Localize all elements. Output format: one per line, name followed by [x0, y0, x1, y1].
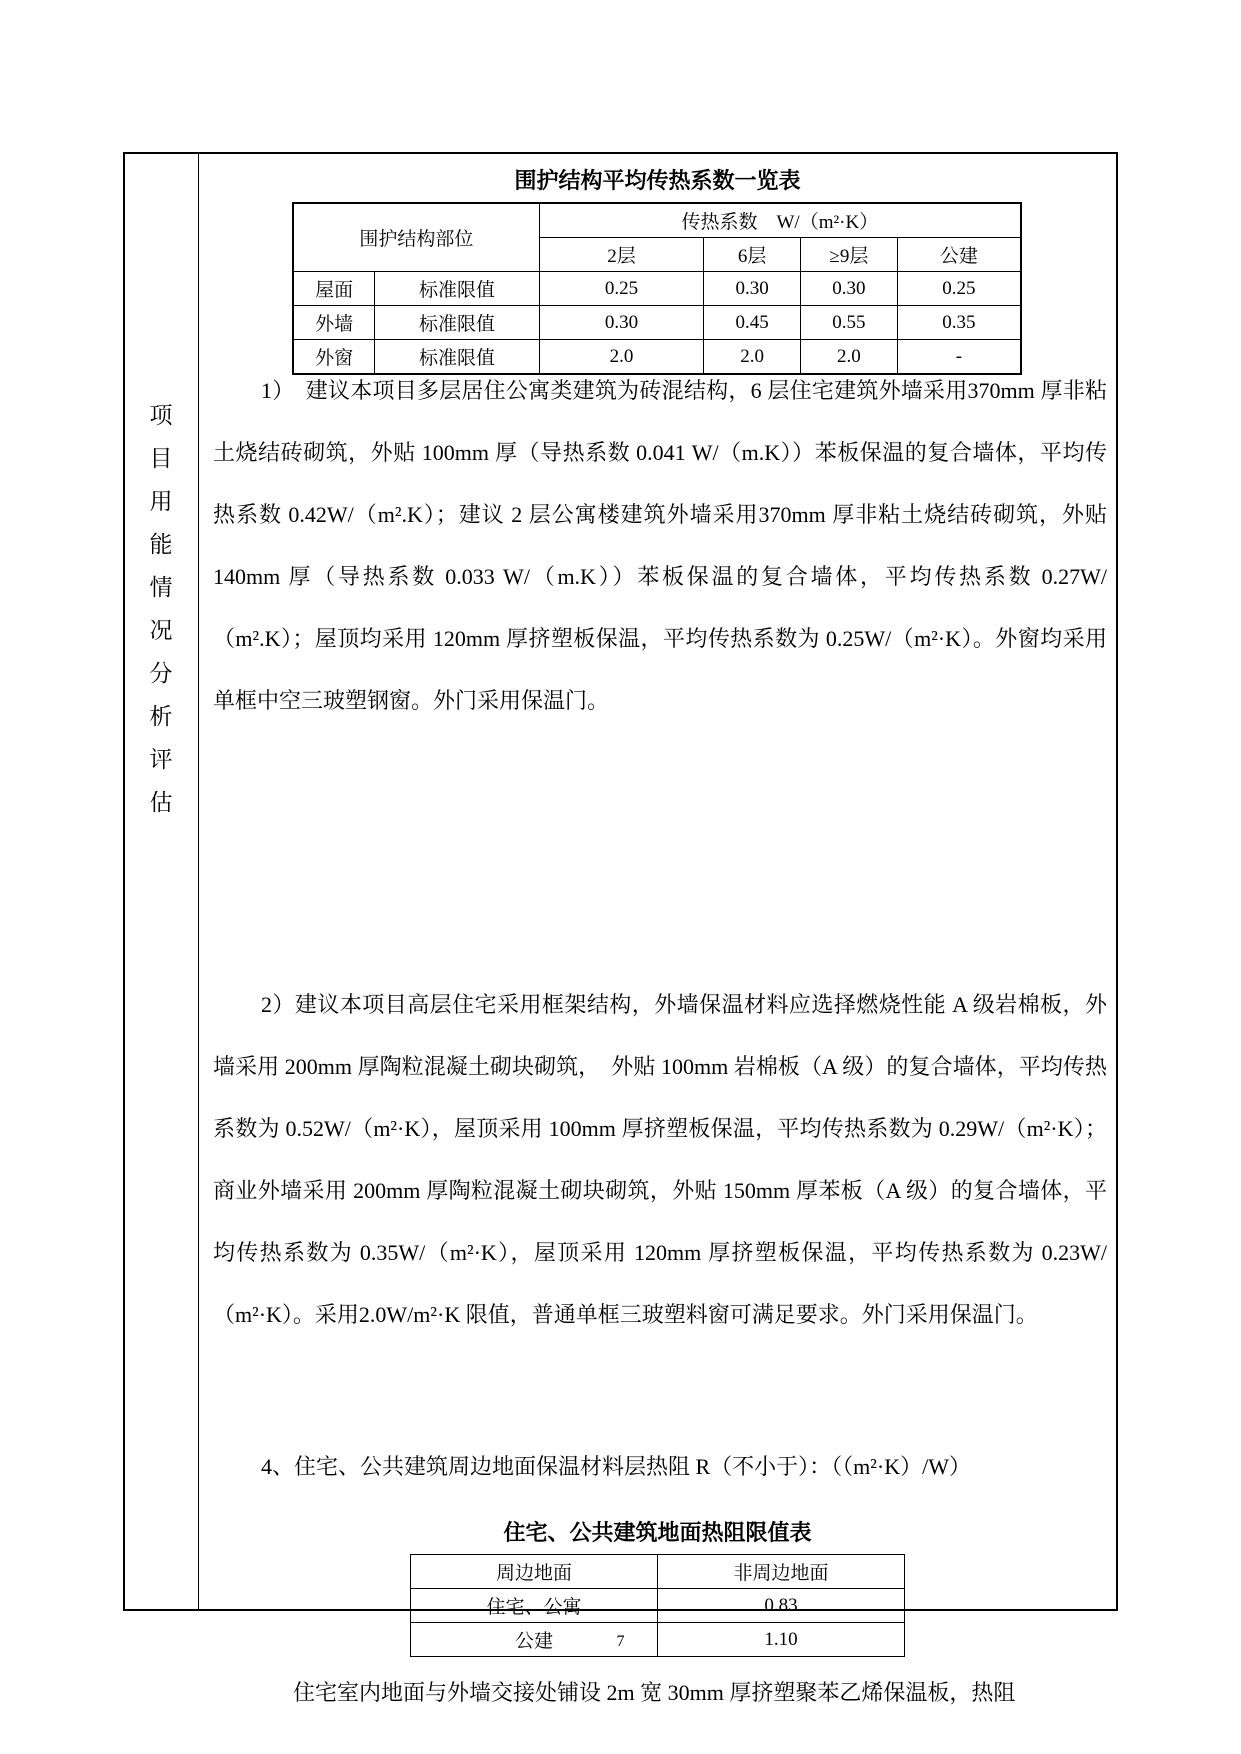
- cell: 0.30: [801, 272, 898, 306]
- cell: 2.0: [801, 340, 898, 375]
- cell: 0.35: [897, 306, 1021, 340]
- col-header: 周边地面: [411, 1555, 658, 1589]
- cell: 1.10: [658, 1623, 905, 1657]
- side-char: 估: [149, 790, 173, 815]
- row-type: 标准限值: [375, 272, 539, 306]
- cell: 0.45: [704, 306, 801, 340]
- col-header: 6层: [704, 238, 801, 272]
- table-row: [293, 272, 1021, 306]
- side-label: [125, 394, 197, 824]
- page-frame: [123, 152, 1118, 1705]
- cell: 0.55: [801, 306, 898, 340]
- side-char: 析: [149, 704, 173, 729]
- side-char: 情: [149, 575, 173, 600]
- coef-header: 传热系数 W/（m²·K）: [539, 203, 1021, 238]
- col-header: 非周边地面: [658, 1555, 905, 1589]
- cell: 2.0: [539, 340, 704, 375]
- paragraph-2: 2）建议本项目高层住宅采用框架结构，外墙保温材料应选择燃烧性能 A 级岩棉板，外墙采用 200mm 厚陶粒混凝土砌块砌筑， 外贴 100mm 岩棉板（A 级）的复合墙体，平均传热系数为 0.52W/（m²·K），屋顶采用 100mm 厚挤塑板保温，平均传热系数为 0.29W/（m²·K）；商业外墙采用 200mm 厚陶粒混凝土砌块砌筑，外贴 150mm 厚苯板（A 级）的复合墙体，平均传热系数为 0.35W/（m²·K），屋顶采用 120mm 厚挤塑板保温，平均传热系数为 0.23W/（m²·K）。采用2.0W/m²·K 限值，普通单框三玻塑料窗可满足要求。外门采用保温门。: [213, 992, 1107, 1327]
- cell: 0.30: [539, 306, 704, 340]
- cell: 0.30: [704, 272, 801, 306]
- row-type: 标准限值: [375, 306, 539, 340]
- table-row: [293, 306, 1021, 340]
- paragraph-1: 1） 建议本项目多层居住公寓类建筑为砖混结构，6 层住宅建筑外墙采用370mm 厚非粘土烧结砖砌筑，外贴 100mm 厚（导热系数 0.041 W/（m.K））苯板保温的复合墙体，平均传热系数 0.42W/（m².K）；建议 2 层公寓楼建筑外墙采用370mm 厚非粘土烧结砖砌筑，外贴 140mm 厚（导热系数 0.033 W/（m.K））苯板保温的复合墙体，平均传热系数 0.27W/（m².K）；屋顶均采用 120mm 厚挤塑板保温，平均传热系数为 0.25W/（m²·K）。外窗均采用单框中空三玻塑钢窗。外门采用保温门。: [213, 378, 1107, 713]
- heat-coef-table: [292, 202, 1022, 375]
- cell: -: [897, 340, 1021, 375]
- paragraph-3: 4、住宅、公共建筑周边地面保温材料层热阻 R（不小于）：（（m²·K）/W）: [261, 1454, 971, 1479]
- row-part: 外窗: [293, 340, 375, 375]
- cell: 公建: [411, 1623, 658, 1657]
- side-char: 能: [149, 532, 173, 557]
- page-number: 7: [616, 1633, 625, 1650]
- table-row: [411, 1589, 905, 1623]
- side-char: 况: [149, 618, 173, 643]
- cell: 0.83: [658, 1589, 905, 1623]
- paragraph-4: 住宅室内地面与外墙交接处铺设 2m 宽 30mm 厚挤塑聚苯乙烯保温板，热阻: [293, 1680, 1016, 1705]
- side-char: 用: [149, 489, 173, 514]
- cell: 0.25: [897, 272, 1021, 306]
- cell: 0.25: [539, 272, 704, 306]
- row-part: 外墙: [293, 306, 375, 340]
- side-char: 分: [149, 661, 173, 686]
- row-type: 标准限值: [375, 340, 539, 375]
- side-char: 目: [149, 446, 173, 471]
- col-header: 2层: [539, 238, 704, 272]
- content-area: [199, 154, 1116, 1705]
- row-part: 屋面: [293, 272, 375, 306]
- side-char: 评: [149, 747, 173, 772]
- cell: 住宅、公寓: [411, 1589, 658, 1623]
- col-header: 公建: [897, 238, 1021, 272]
- part-header: 围护结构部位: [293, 203, 539, 272]
- table1-title: 围护结构平均传热系数一览表: [514, 168, 801, 193]
- side-column: [125, 154, 199, 1609]
- side-char: 项: [149, 403, 173, 428]
- col-header: ≥9层: [801, 238, 898, 272]
- table2-title: 住宅、公共建筑地面热阻限值表: [503, 1520, 812, 1545]
- cell: 2.0: [704, 340, 801, 375]
